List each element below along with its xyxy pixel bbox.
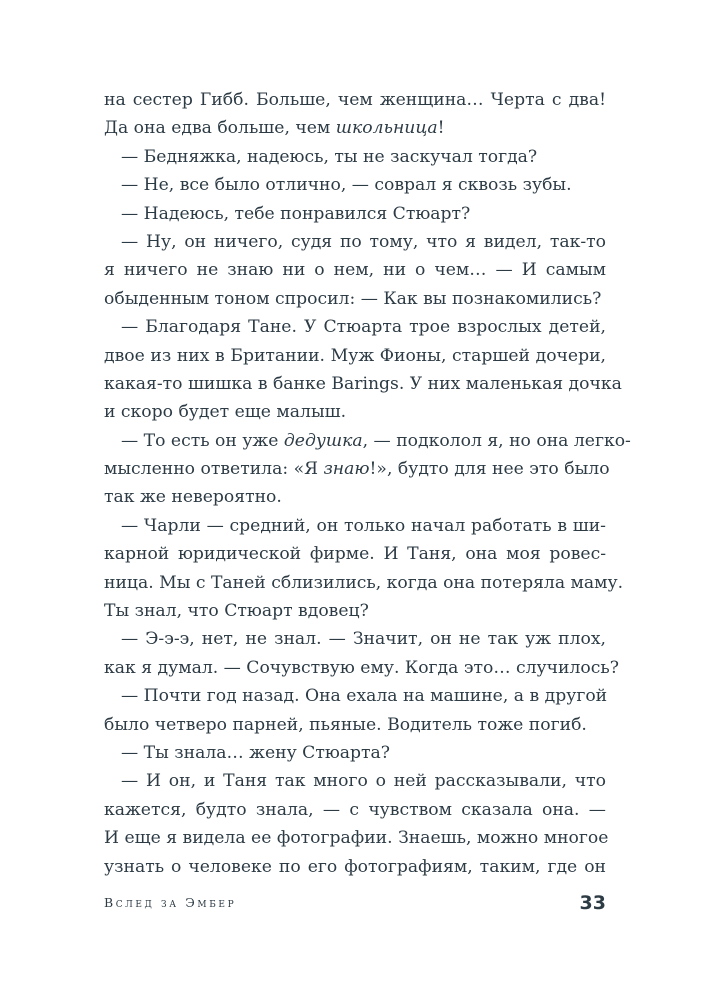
text-line: я ничего не знаю ни о нем, ни о чем… — И самым [104, 260, 606, 281]
text-line: как я думал. — Сочувствую ему. Когда это… случилось? [104, 657, 619, 678]
text-line: — Бедняжка, надеюсь, ты не заскучал тогда? [121, 146, 538, 167]
page-footer [104, 892, 606, 916]
text-line: — Благодаря Тане. У Стюарта трое взрослых детей, [121, 317, 606, 338]
body-text [104, 86, 631, 881]
italic-emphasis: знаю [323, 459, 370, 480]
text-line: узнать о человеке по его фотографиям, таким, где он [104, 856, 606, 877]
text-line: — Ну, он ничего, судя по тому, что я видел, так-то [121, 231, 606, 252]
text-line [104, 427, 631, 455]
text-segment: — То есть он уже [121, 430, 284, 451]
text-line: ница. Мы с Таней сблизились, когда она потеряла маму. [104, 572, 624, 593]
running-title: Вслед за Эмбер [104, 895, 237, 910]
page-number: 33 [579, 892, 606, 914]
text-line: Ты знал, что Стюарт вдовец? [104, 601, 369, 622]
text-line: какая-то шишка в банке Barings. У них маленькая дочка [104, 373, 622, 394]
text-segment: мысленно ответила: «Я [104, 459, 324, 480]
text-line: так же невероятно. [104, 487, 282, 508]
text-segment: ! [437, 118, 445, 139]
text-line: кажется, будто знала, — с чувством сказала она. — [104, 799, 606, 820]
text-line: — Э-э-э, нет, не знал. — Значит, он не так уж плох, [121, 629, 606, 650]
text-line: и скоро будет еще малыш. [104, 402, 347, 423]
text-line: — Ты знала… жену Стюарта? [121, 742, 391, 763]
text-line: И еще я видела ее фотографии. Знаешь, можно многое [104, 828, 609, 849]
italic-emphasis: дедушка [283, 430, 363, 451]
text-line: — Чарли — средний, он только начал работать в ши- [121, 515, 606, 536]
text-line [104, 455, 610, 483]
text-line [104, 114, 606, 142]
italic-emphasis: школьница [335, 118, 438, 139]
text-segment: !», будто для нее это было [369, 459, 610, 480]
text-line: карной юридической фирме. И Таня, она моя ровес- [104, 544, 606, 565]
text-line: — И он, и Таня так много о ней рассказывали, что [121, 771, 606, 792]
text-line: — Не, все было отлично, — соврал я сквозь зубы. [121, 175, 572, 196]
text-line: обыденным тоном спросил: — Как вы познакомились? [104, 288, 602, 309]
text-segment: Да она едва больше, чем [104, 118, 336, 139]
text-line: было четверо парней, пьяные. Водитель тоже погиб. [104, 714, 587, 735]
text-line: двое из них в Британии. Муж Фионы, старшей дочери, [104, 345, 606, 366]
text-segment: , — подколол я, но она легко- [362, 430, 631, 451]
text-line: — Почти год назад. Она ехала на машине, а в другой [121, 686, 608, 707]
text-line: на сестер Гибб. Больше, чем женщина… Черта с два! [104, 90, 606, 110]
text-line: — Надеюсь, тебе понравился Стюарт? [121, 203, 471, 224]
